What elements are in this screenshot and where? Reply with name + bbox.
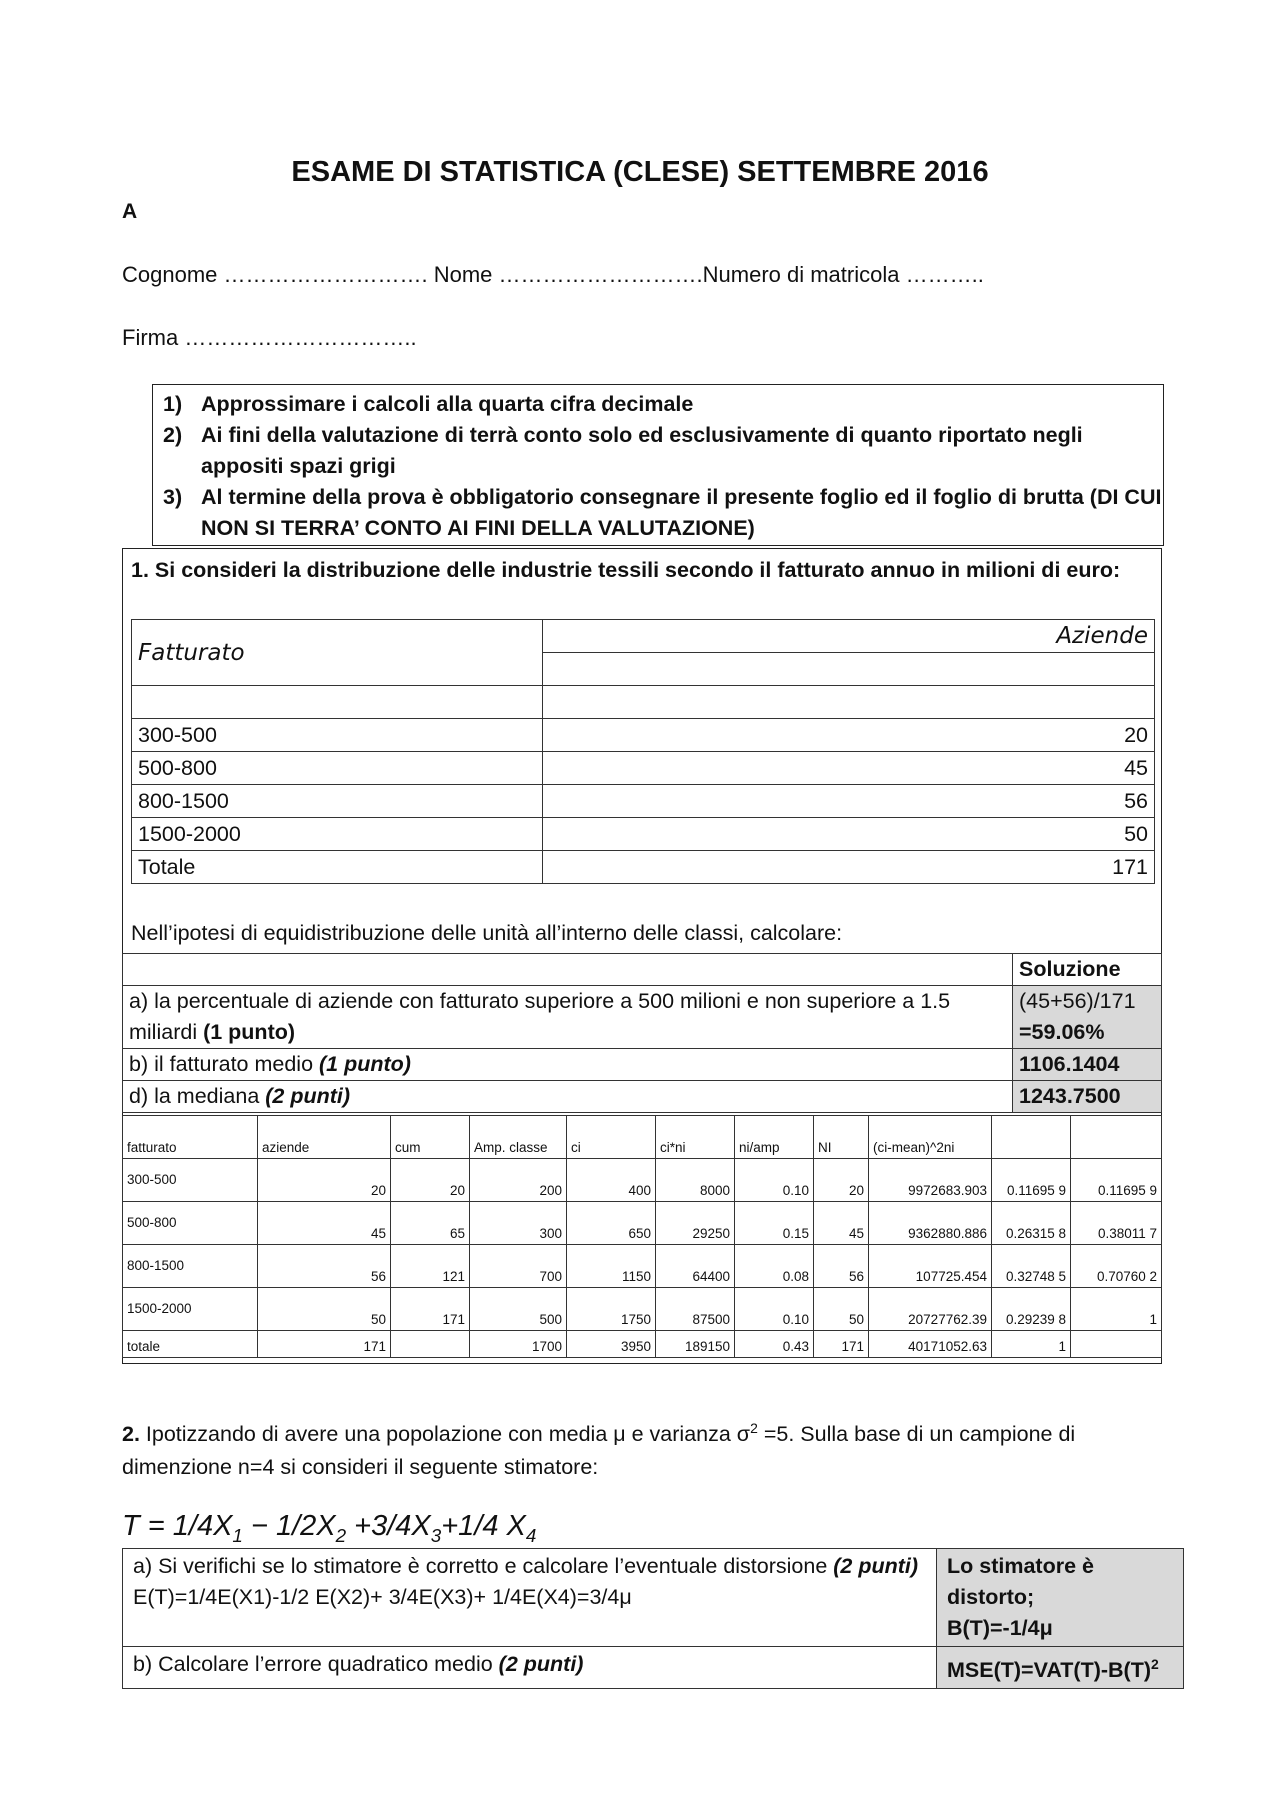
estimator-table (122, 1548, 1184, 1689)
expectation-expression: E(T)=1/4E(X1)-1/2 E(X2)+ 3/4E(X3)+ 1/4E(X4)=3/4μ (133, 1585, 632, 1609)
col-header-fatturato: Fatturato (132, 620, 543, 686)
calc-header-row: fatturato aziende cum Amp. classe ci ci*ni ni/amp NI (ci-mean)^2ni (123, 1116, 1162, 1159)
estimator-formula: $T = 1/4X_1 - 1/2X_2 +3/4X_3+1/4$ $X_4$ (122, 1510, 537, 1546)
table-row: Totale 171 (132, 851, 1155, 884)
table-row: 1500-2000 50 171 500 1750 87500 0.10 50 20727762.39 0.29239 8 1 (123, 1288, 1162, 1331)
table-row: 500-800 45 (132, 752, 1155, 785)
question-row-b: b) il fatturato medio (1 punto) 1106.1404 (123, 1049, 1162, 1081)
table-row: 1500-2000 50 (132, 818, 1155, 851)
answer-cell-a: Lo stimatore è distorto; B(T)=-1/4μ (937, 1549, 1184, 1647)
table-row: totale 171 1700 3950 189150 0.43 171 40171052.63 1 (123, 1331, 1162, 1358)
question-row-a: a) Si verifichi se lo stimatore è corretto e calcolare l’eventuale distorsione (2 punti) E(T)=1/4E(X1)-1/2 E(X2)+ 3/4E(X3)+ 1/4E(X4)=3/4μ Lo stimatore è distorto; B(T)=-1/4μ (123, 1549, 1184, 1647)
answer-cell-b: $MSE(T)=VAT(T)-B(T)^2$ (937, 1647, 1184, 1689)
rule-item: 3) Al termine della prova è obbligatorio consegnare il presente foglio ed il foglio di brutta (DI CUI NON SI TERRA’ CONTO AI FINI DELLA VALUTAZIONE) (163, 485, 1162, 540)
col-header-aziende: Aziende (543, 620, 1155, 653)
empty-cell (543, 653, 1155, 686)
table-row: 300-500 20 (132, 719, 1155, 752)
answer-cell-a: (45+56)/171 =59.06% (1013, 986, 1162, 1049)
empty-cell (132, 686, 543, 719)
student-info-line: Cognome ………………………. Nome ……………………….Numero di matricola ……….. (122, 262, 984, 287)
page-title: ESAME DI STATISTICA (CLESE) SETTEMBRE 2016 (291, 156, 989, 188)
rules-box (152, 384, 1164, 546)
empty-cell (123, 954, 1013, 986)
signature-line: Firma ………………………….. (122, 325, 417, 350)
question-2-text: 2. Ipotizzando di avere una popolazione con media μ e varianza $\sigma^2 =5$. Sulla base di un campione di dimenzione n=4 si consideri il seguente stimatore: (122, 1420, 1076, 1480)
question-row-a: a) la percentuale di aziende con fatturato superiore a 500 milioni e non superiore a 1.5 miliardi (1 punto) (45+56)/171 =59.06% (123, 986, 1162, 1049)
rule-item: 1) Approssimare i calcoli alla quarta cifra decimale (163, 392, 694, 416)
rule-item: 2) Ai fini della valutazione di terrà conto solo ed esclusivamente di quanto riportato negli appositi spazi grigi (163, 423, 1083, 478)
question-1-title: 1. Si consideri la distribuzione delle industrie tessili secondo il fatturato annuo in milioni di euro: (131, 558, 1121, 582)
frequency-table (131, 619, 1155, 884)
solution-header: Soluzione (1013, 954, 1162, 986)
answer-cell-b: 1106.1404 (1013, 1049, 1162, 1081)
table-row: 800-1500 56 (132, 785, 1155, 818)
exam-version: A (122, 200, 138, 223)
question-1-intro: Nell’ipotesi di equidistribuzione delle unità all’interno delle classi, calcolare: (131, 921, 843, 945)
table-row: 800-1500 56 121 700 1150 64400 0.08 56 107725.454 0.32748 5 0.70760 2 (123, 1245, 1162, 1288)
table-row: 300-500 20 20 200 400 8000 0.10 20 9972683.903 0.11695 9 0.11695 9 (123, 1159, 1162, 1202)
empty-cell (543, 686, 1155, 719)
solution-table (122, 953, 1162, 1113)
question-1-box (122, 548, 1162, 1364)
question-row-b: b) Calcolare l’errore quadratico medio (2 punti) $MSE(T)=VAT(T)-B(T)^2$ (123, 1647, 1184, 1689)
calculation-table (122, 1115, 1162, 1358)
answer-cell-d: 1243.7500 (1013, 1081, 1162, 1113)
table-row: 500-800 45 65 300 650 29250 0.15 45 9362880.886 0.26315 8 0.38011 7 (123, 1202, 1162, 1245)
question-row-d: d) la mediana (2 punti) 1243.7500 (123, 1081, 1162, 1113)
